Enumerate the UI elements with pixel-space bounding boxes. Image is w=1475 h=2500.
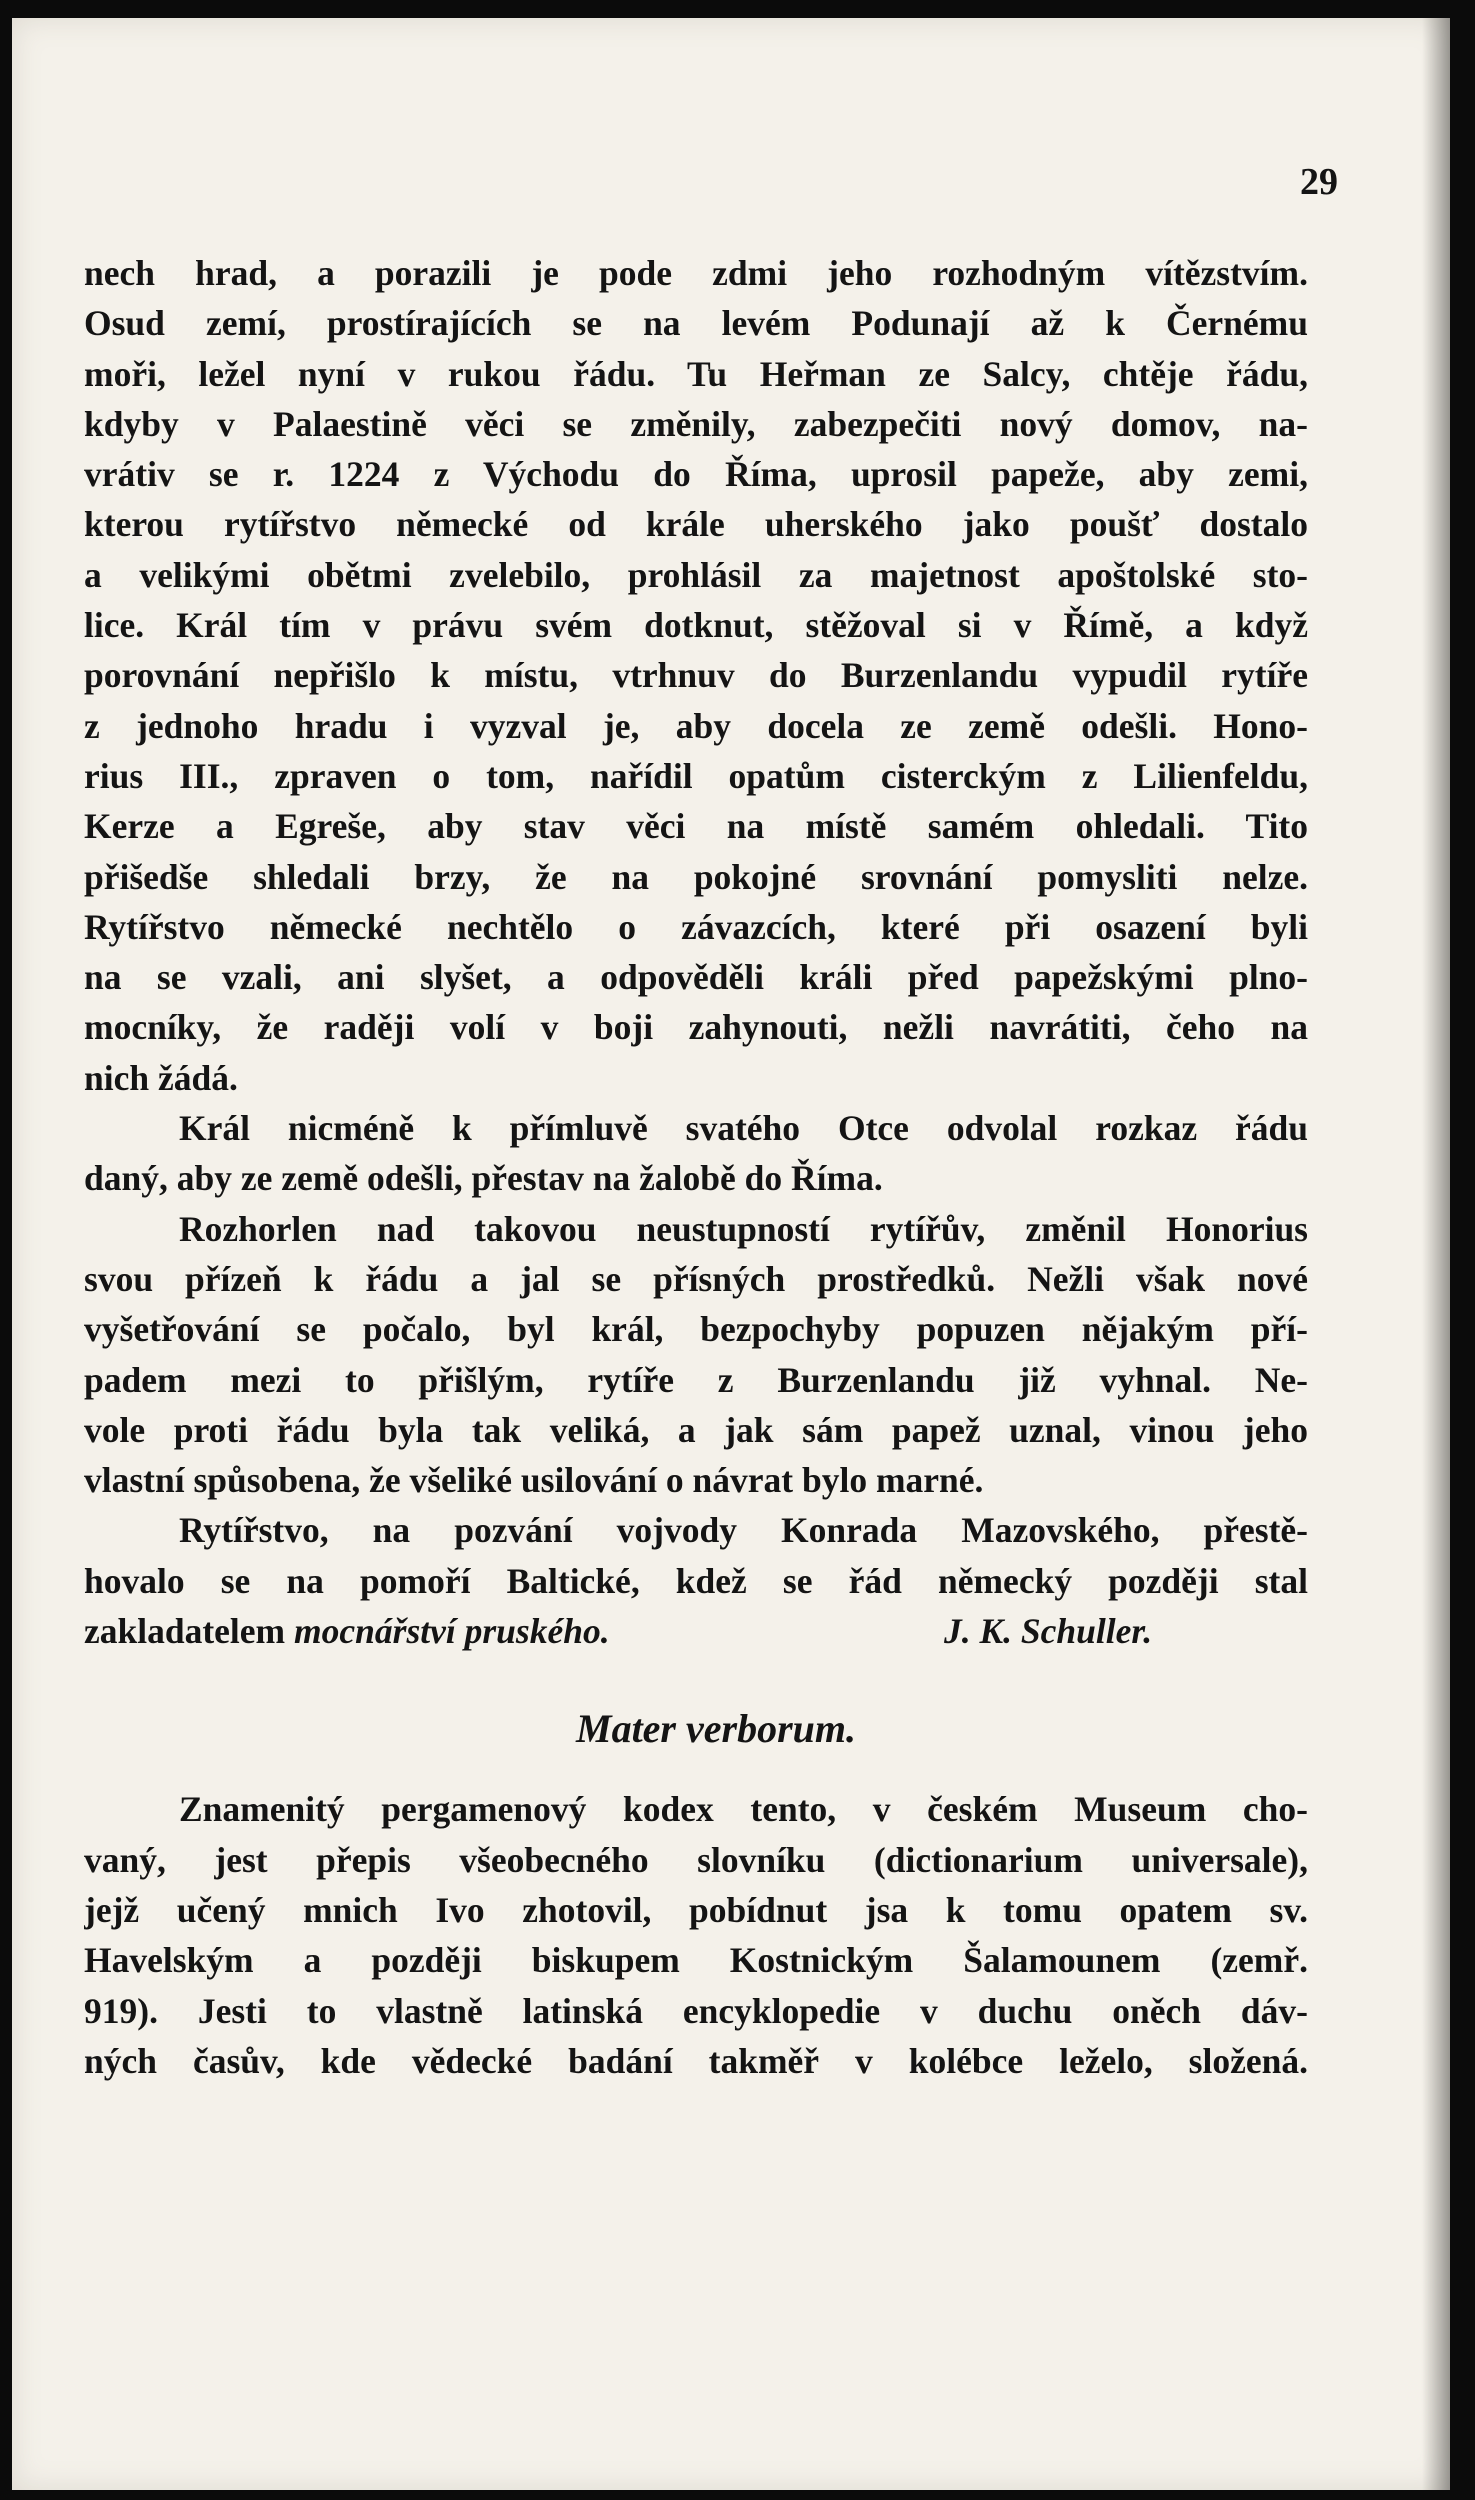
text-line: kterou rytířstvo německé od krále uherského jako poušť dostalo [84,504,1308,545]
paragraph-5 [84,1784,1308,2086]
text-line: z jednoho hradu i vyzval je, aby docela ze země odešli. Hono- [84,705,1308,746]
text-line: Havelským a později biskupem Kostnickým Šalamounem (zemř. [84,1940,1308,1981]
paragraph-1 [84,248,1308,1103]
text-line: moři, ležel nyní v rukou řádu. Tu Heřman ze Salcy, chtěje řádu, [84,353,1308,394]
signature-italic-phrase: mocnářství pruského. [294,1611,610,1652]
author-signature: J. K. Schuller. [944,1611,1153,1652]
text-line: vlastní spůsobena, že všeliké usilování o návrat bylo marné. [84,1460,984,1501]
text-line: lice. Král tím v právu svém dotknut, stěžoval si v Římě, a když [84,605,1308,646]
text-line: Rytířstvo, na pozvání vojvody Konrada Mazovského, přestě- [179,1510,1308,1551]
text-line: na se vzali, ani slyšet, a odpověděli králi před papežskými plno- [84,957,1308,998]
text-line: porovnání nepřišlo k místu, vtrhnuv do Burzenlandu vypudil rytíře [84,655,1308,696]
text-line: přišedše shledali brzy, že na pokojné srovnání pomysliti nelze. [84,856,1308,897]
section-title: Mater verborum. [576,1706,856,1752]
text-line: a velikými obětmi zvelebilo, prohlásil za majetnost apoštolské sto- [84,554,1308,595]
text-line: vrátiv se r. 1224 z Východu do Říma, uprosil papeže, aby zemi, [84,454,1308,495]
text-line: rius III., zpraven o tom, nařídil opatům cisterckým z Lilienfeldu, [84,755,1308,796]
paragraph-4 [84,1505,1308,1656]
text-line: Znamenitý pergamenový kodex tento, v českém Museum cho- [179,1789,1308,1830]
text-line: mocníky, že raději volí v boji zahynouti, nežli navrátiti, čeho na [84,1007,1308,1048]
text-line: vyšetřování se počalo, byl král, bezpochyby popuzen nějakým pří- [84,1309,1308,1350]
text-line: vole proti řádu byla tak veliká, a jak sám papež uznal, vinou jeho [84,1409,1308,1450]
text-line: nich žádá. [84,1057,238,1098]
section-spacer [84,1656,1308,1694]
text-line: ných časův, kde vědecké badání takměř v kolébce leželo, složená. [84,2040,1308,2081]
text-line: padem mezi to přišlým, rytíře z Burzenlandu již vyhnal. Ne- [84,1359,1308,1400]
text-line: kdyby v Palaestině věci se změnily, zabezpečiti nový domov, na- [84,403,1308,444]
signature-line [84,1606,1308,1656]
page-spine-shadow [1422,18,1450,2490]
text-line: Rozhorlen nad takovou neustupností rytířův, změnil Honorius [179,1208,1308,1249]
text-line: daný, aby ze země odešli, přestav na žalobě do Říma. [84,1158,883,1199]
text-line: nech hrad, a porazili je pode zdmi jeho rozhodným vítězstvím. [84,253,1308,293]
text-line: Král nicméně k přímluvě svatého Otce odvolal rozkaz řádu [179,1108,1308,1149]
page-text [84,248,1308,2086]
text-line: Kerze a Egreše, aby stav věci na místě samém ohledali. Tito [84,806,1308,847]
text-line: hovalo se na pomoří Baltické, kdež se řád německý později stal [84,1560,1308,1601]
text-line: Osud zemí, prostírajících se na levém Podunají až k Černému [84,303,1308,344]
text-line: Rytířstvo německé nechtělo o závazcích, které při osazení byli [84,906,1308,947]
paragraph-2 [84,1103,1308,1204]
page-number: 29 [1300,161,1338,203]
text-line: vaný, jest přepis všeobecného slovníku (dictionarium universale), [84,1839,1308,1880]
paragraph-3 [84,1204,1308,1506]
text-line: svou přízeň k řádu a jal se přísných prostředků. Nežli však nové [84,1258,1308,1299]
text-line: jejž učený mnich Ivo zhotovil, pobídnut jsa k tomu opatem sv. [84,1889,1308,1930]
text-line: 919). Jesti to vlastně latinská encyklopedie v duchu oněch dáv- [84,1990,1308,2031]
signature-prefix: zakladatelem [84,1611,295,1652]
